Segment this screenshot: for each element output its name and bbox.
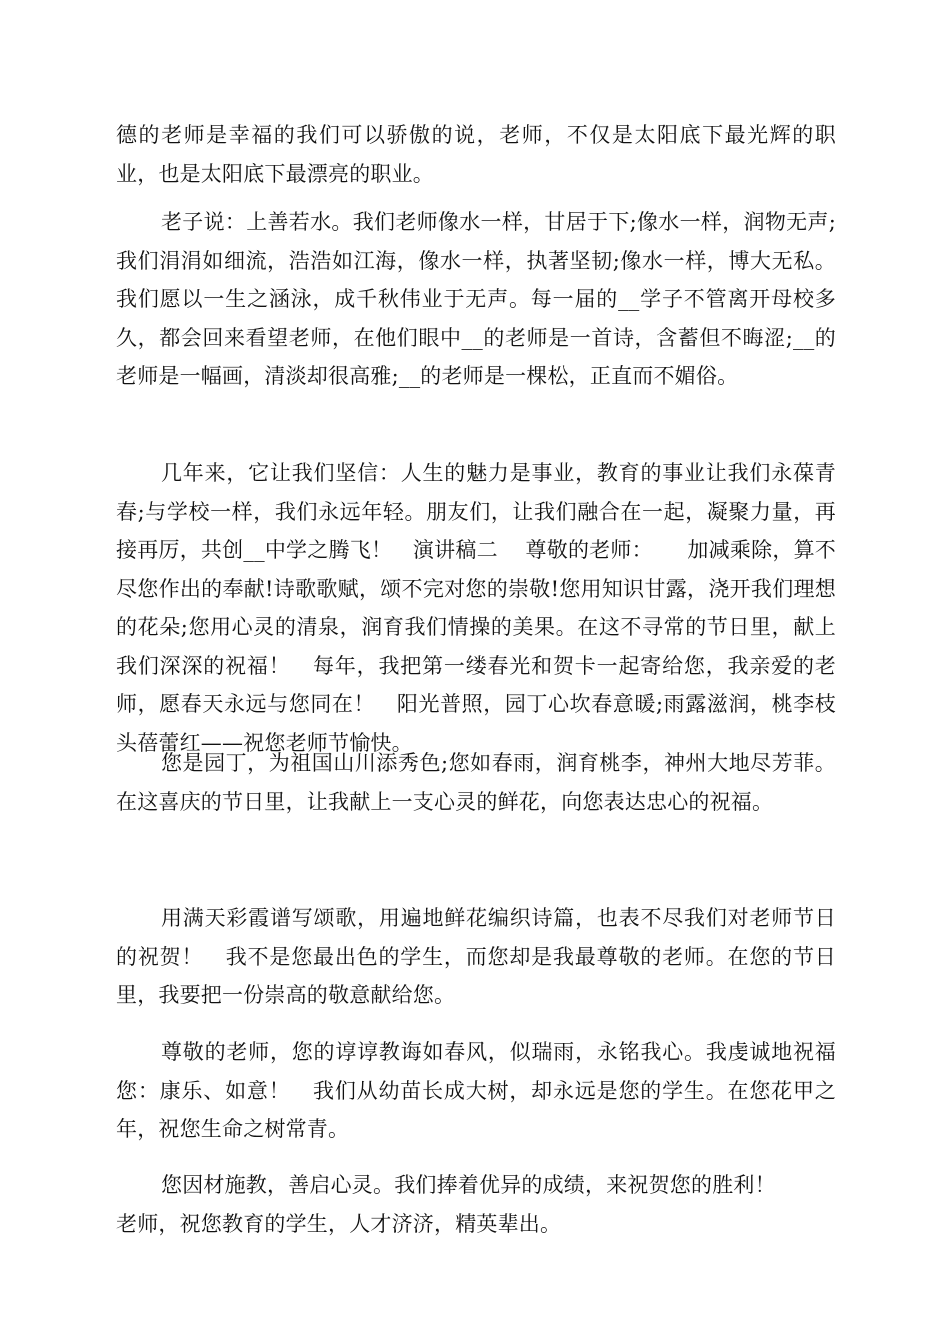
paragraph-gardener: 您是园丁，为祖国山川添秀色;您如春雨，润育桃李，神州大地尽芳菲。在这喜庆的节日里，让我献上一支心灵的鲜花，向您表达忠心的祝福。 bbox=[116, 751, 836, 814]
paragraph-speech-two: 几年来，它让我们坚信：人生的魅力是事业，教育的事业让我们永葆青春;与学校一样，我们永远年轻。朋友们，让我们融合在一起，凝聚力量，再接再厉，共创__中学之腾飞！ 演讲稿二 尊敬的老师： 加减乘除，算不尽您作出的奉献!诗歌歌赋，颂不完对您的崇敬!您用知识甘露，浇开我们理想的花朵;您用心灵的清泉，润育我们情操的美果。在这不寻常的节日里，献上我们深深的祝福！ 每年，我把第一缕春光和贺卡一起寄给您，我亲爱的老师，愿春天永远与您同在！ 阳光普照，园丁心坎春意暖;雨露滋润，桃李枝头蓓蕾红——祝您老师节愉快。 bbox=[116, 461, 836, 755]
paragraph-rainbow: 用满天彩霞谱写颂歌，用遍地鲜花编织诗篇，也表不尽我们对老师节日的祝贺！ 我不是您最出色的学生，而您却是我最尊敬的老师。在您的节日里，我要把一份崇高的敬意献给您。 bbox=[116, 906, 836, 1007]
paragraph-respected-teacher: 尊敬的老师，您的谆谆教诲如春风，似瑞雨，永铭我心。我虔诚地祝福您：康乐、如意！ 我们从幼苗长成大树，却永远是您的学生。在您花甲之年，祝您生命之树常青。 bbox=[116, 1040, 836, 1141]
paragraph-teaching: 您因材施教，善启心灵。我们捧着优异的成绩，来祝贺您的胜利！ 老师，祝您教育的学生，人才济济，精英辈出。 bbox=[116, 1173, 776, 1236]
paragraph-continued: 德的老师是幸福的我们可以骄傲的说，老师，不仅是太阳底下最光辉的职业，也是太阳底下最漂亮的职业。 bbox=[116, 123, 836, 186]
paragraph-laozi: 老子说：上善若水。我们老师像水一样，甘居于下;像水一样，润物无声;我们涓涓如细流，浩浩如江海，像水一样，执著坚韧;像水一样，博大无私。我们愿以一生之涵泳，成千秋伟业于无声。每一届的__学子不管离开母校多久，都会回来看望老师，在他们眼中__的老师是一首诗，含蓄但不晦涩;__的老师是一幅画，清淡却很高雅;__的老师是一棵松，正直而不媚俗。 bbox=[116, 210, 836, 388]
